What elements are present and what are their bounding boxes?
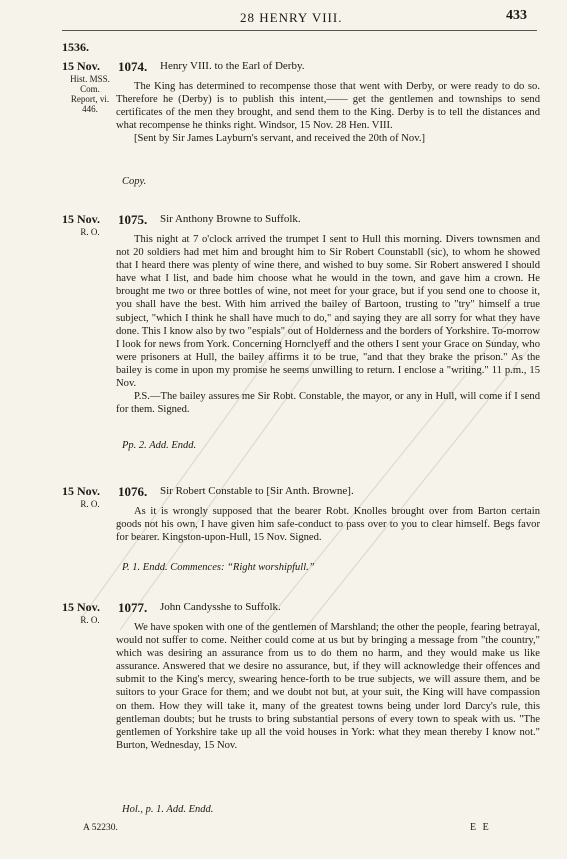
entry-number: 1075. <box>118 212 148 227</box>
page-number: 433 <box>506 8 527 23</box>
entry-source: Hist. MSS. Com. Report, vi. 446. <box>70 74 110 114</box>
entry-description: Hol., p. 1. Add. Endd. <box>122 804 214 815</box>
entry-date: 15 Nov. <box>62 212 101 226</box>
year-label: 1536. <box>62 40 89 54</box>
page-header <box>0 8 567 30</box>
gathering-mark: E E <box>470 822 491 833</box>
entry-number: 1076. <box>118 484 148 499</box>
entry-source: R. O. <box>80 227 100 237</box>
entry-heading: Sir Robert Constable to [Sir Anth. Browne]. <box>160 485 354 497</box>
calendar-entry <box>62 59 540 194</box>
entry-date: 15 Nov. <box>62 59 101 73</box>
entry-heading: John Candysshe to Suffolk. <box>160 601 281 613</box>
entry-description: P. 1. Endd. Commences: “Right worshipfull.” <box>122 562 315 573</box>
entry-source: R. O. <box>80 615 100 625</box>
signature-mark: A 52230. <box>83 823 118 833</box>
entry-date: 15 Nov. <box>62 484 101 498</box>
entry-body: This night at 7 o'clock arrived the trumpet I sent to Hull this morning. Divers townsmen and not 20 soldiers had met him and brought him to Sir Robert Counstabll (sic), to whom he showed that I heard there was plenty of wine there, and wished to buy some. Sir Robert answered I should have what I list, and bade him choose what he would in the town, and gave him a crown. He brought me two or three bottles of wine, not meet for your grace, but if you send one to choose it, you shall have the best. With him arrived the bailey of Bartoon, trusting to "try" himself a true subject, "which I think he shall have much to do," and saying they are all sorry for what they have done. This I know also by two "espials" out of Holderness and the borders of Yorkshire. To-morrow I look for news from York. Concerning Hornclyeff and the others I sent your Grace on Sunday, who were prisoners at Hull, the bailey affirms it to be true, "and that they brake the prison." As the bailey is come in upon my promise he seems unwilling to return. I enclose a "writing." 11 p.m., 15 Nov. P.S.—The bailey assures me Sir Robt. Constable, the mayor, or any in Hull, will come if I send for them. Signed. <box>116 234 540 416</box>
entry-heading: Henry VIII. to the Earl of Derby. <box>160 60 305 72</box>
entry-body: We have spoken with one of the gentlemen of Marshland; the other the people, fearing betrayal, would not suffer to come. Neither could come at us but by bringing a message from "the country," which was desiring an assurance from us to do them no harm, and they would make us like assurance. Answered that we desire no assurance, but, if they will acknowledge their offences and submit to the King's mercy, swearing hence-forth to be true subjects, we will assure them, and be suitors to your Grace for them; and we doubt not but, at your suit, the King will have compassion on them. How they will take it, many of the greatest towns being under lord Darcy's rule, this gentleman doubts; but he trusts to bring substantial persons of every town to speak with us. "The gentlemen of Yorkshire take up all the void houses in York: what they mean thereby I know not." Burton, Wednesday, 15 Nov. <box>116 622 540 751</box>
entry-date: 15 Nov. <box>62 600 101 614</box>
calendar-entry <box>62 212 540 462</box>
entry-description: Copy. <box>122 176 147 187</box>
calendar-entry <box>62 484 540 579</box>
entry-number: 1077. <box>118 600 148 615</box>
running-title: 28 HENRY VIII. <box>240 10 343 25</box>
calendar-entry <box>62 600 540 815</box>
header-rule <box>62 30 537 31</box>
entry-description: Pp. 2. Add. Endd. <box>122 440 197 451</box>
entry-source: R. O. <box>80 499 100 509</box>
entry-heading: Sir Anthony Browne to Suffolk. <box>160 213 301 225</box>
entry-number: 1074. <box>118 59 148 74</box>
entry-body: As it is wrongly supposed that the bearer Robt. Knolles brought over from Barton certain goods not his own, I have given him safe-conduct to pass over to you to clear himself. Begs favor for bearer. Kingston-upon-Hull, 15 Nov. Signed. <box>116 506 540 544</box>
entry-body: The King has determined to recompense those that went with Derby, or were ready to do so. Therefore he (Derby) is to publish this intent,—— get the gentlemen and townships to send certificates of the men they brought, and send them to the King. Derby is to tell the distances and what recompense he thinks right. Windsor, 15 Nov. 28 Hen. VIII. [Sent by Sir James Layburn's servant, and received the 20th of Nov.] <box>116 81 540 145</box>
